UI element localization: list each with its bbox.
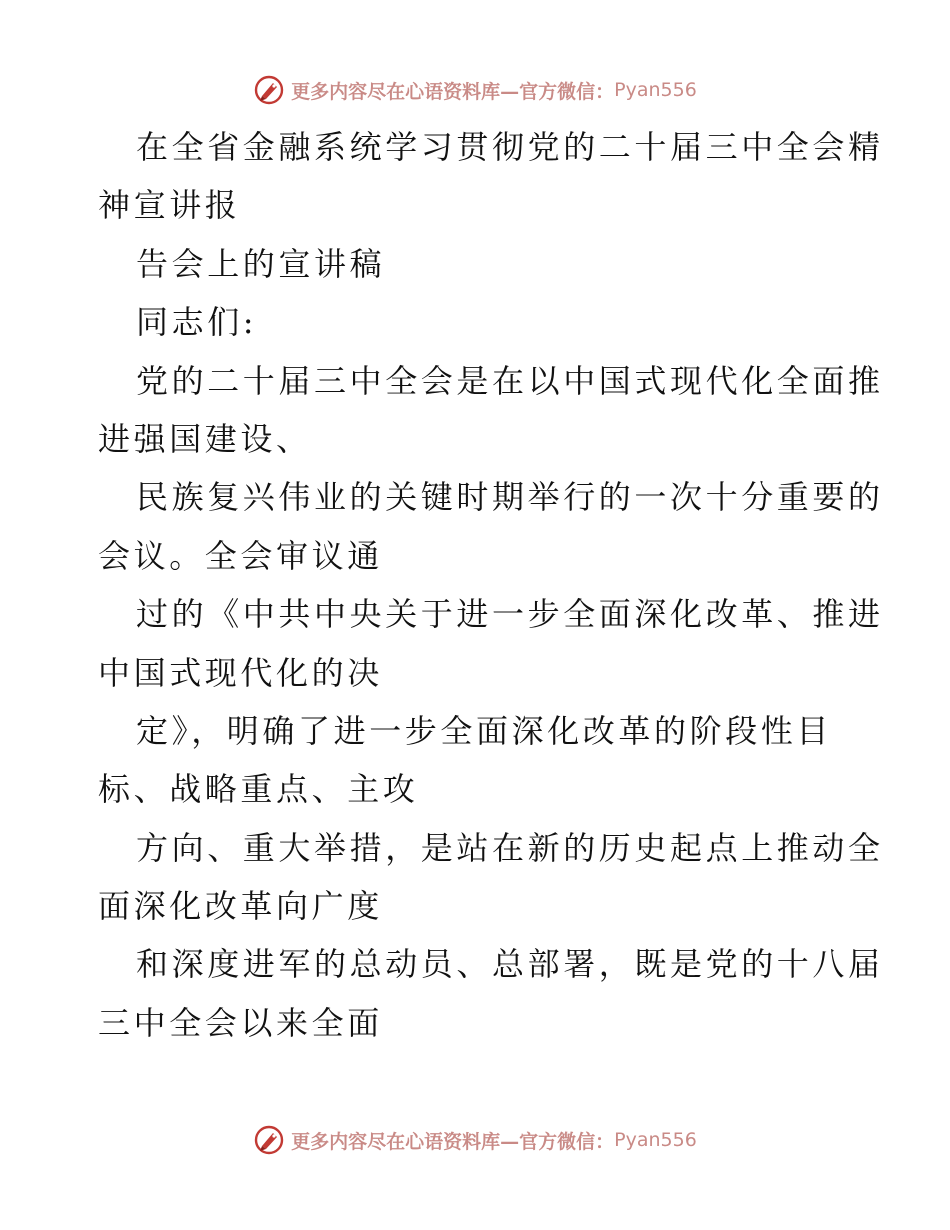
pen-logo-icon xyxy=(253,74,285,106)
watermark-wechat-id: Pyan556 xyxy=(614,1129,697,1151)
text-line: 同志们: xyxy=(136,303,258,342)
text-line: 中国式现代化的决 xyxy=(98,653,383,692)
watermark-text: 更多内容尽在心语资料库—官方微信： xyxy=(291,80,615,103)
text-line: 和深度进军的总动员、总部署，既是党的十八届 xyxy=(136,945,884,984)
text-line: 在全省金融系统学习贯彻党的二十届三中全会精 xyxy=(136,128,884,166)
text-line: 标、战略重点、主攻 xyxy=(98,770,419,809)
header-watermark xyxy=(0,70,950,110)
watermark-text: 更多内容尽在心语资料库—官方微信： xyxy=(291,1130,615,1153)
document-body xyxy=(98,118,884,1052)
watermark-wechat-id: Pyan556 xyxy=(614,79,697,101)
text-line: 会议。全会审议通 xyxy=(98,536,383,575)
text-line: 党的二十届三中全会是在以中国式现代化全面推 xyxy=(136,361,884,400)
footer-watermark xyxy=(0,1120,950,1160)
text-line: 定》，明确了进一步全面深化改革的阶段性目 xyxy=(136,711,833,750)
text-line: 进强国建设、 xyxy=(98,419,312,458)
text-line: 民族复兴伟业的关键时期举行的一次十分重要的 xyxy=(136,478,884,517)
text-line: 面深化改革向广度 xyxy=(98,887,383,926)
text-line: 三中全会以来全面 xyxy=(98,1003,383,1042)
text-line: 告会上的宣讲稿 xyxy=(136,244,386,283)
text-line: 神宣讲报 xyxy=(98,186,241,225)
text-line: 方向、重大举措，是站在新的历史起点上推动全 xyxy=(136,828,884,867)
pen-logo-icon xyxy=(253,1124,285,1156)
text-line: 过的《中共中央关于进一步全面深化改革、推进 xyxy=(136,595,884,634)
